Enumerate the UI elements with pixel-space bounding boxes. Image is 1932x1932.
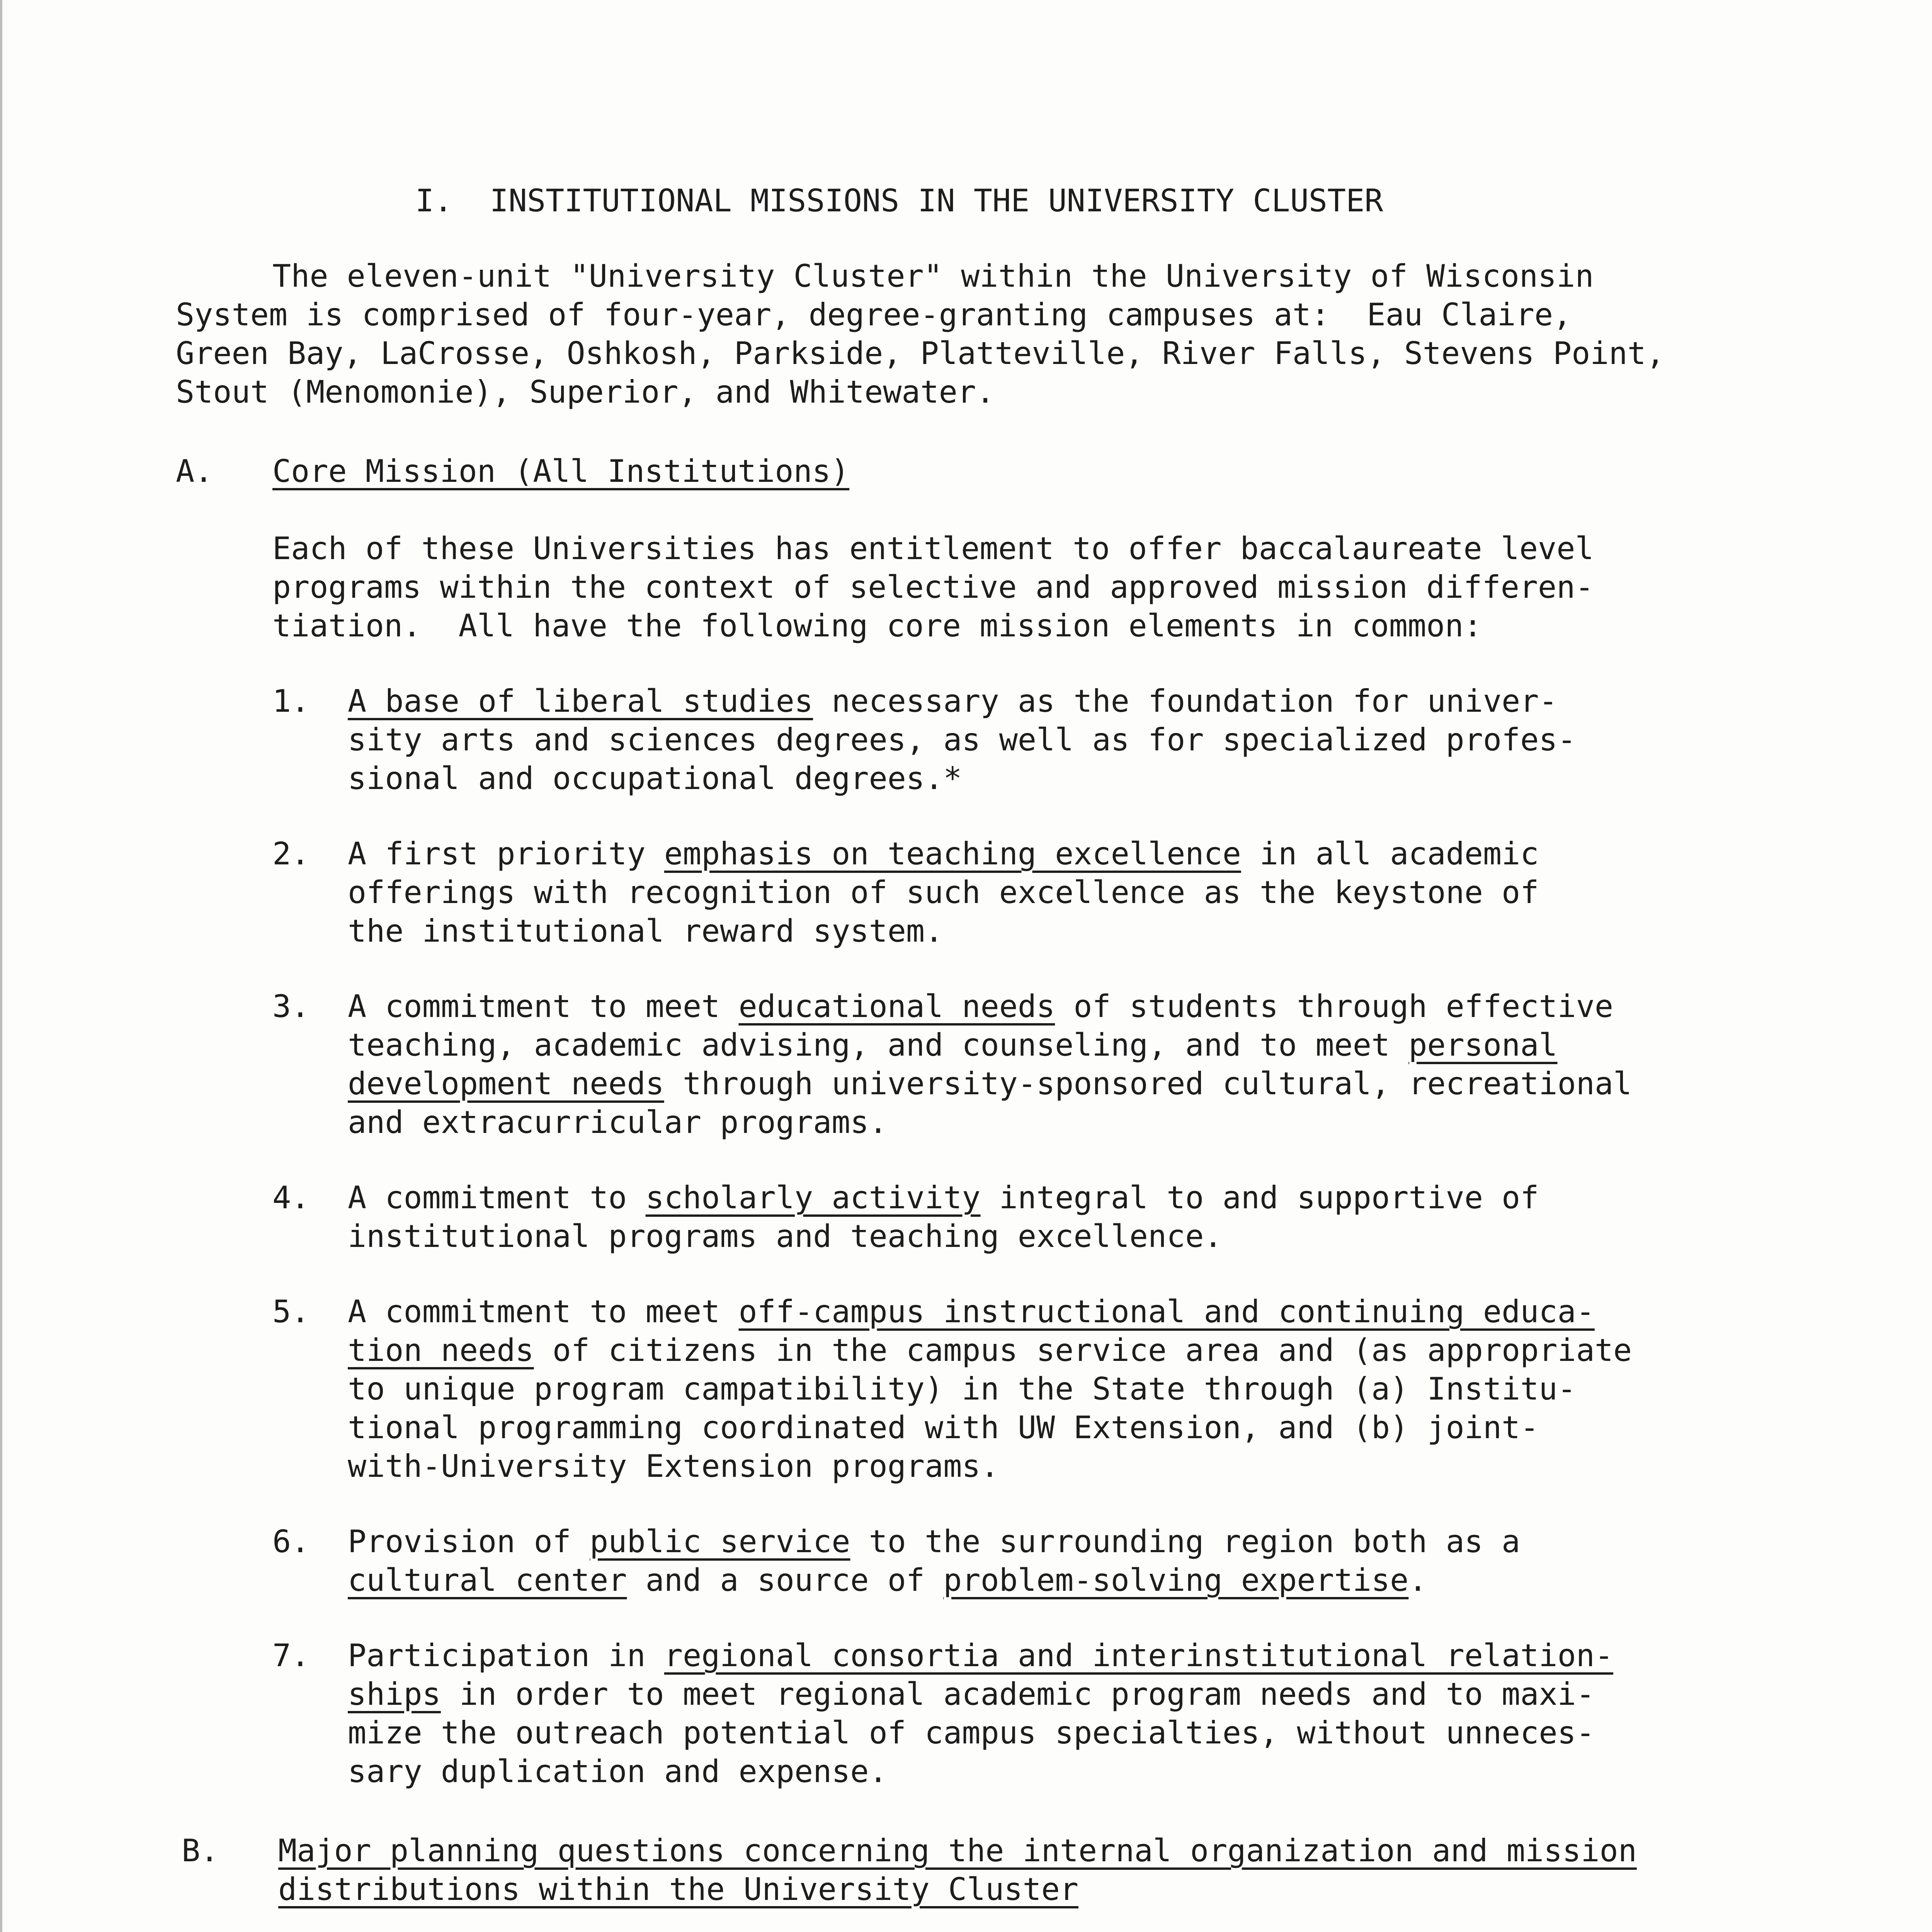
text-run: A first priority [348,836,664,872]
text-run: mize the outreach potential of campus specialties, without unneces- [348,1715,1595,1751]
page-title: I. INSTITUTIONAL MISSIONS IN THE UNIVERSITY CLUSTER [415,183,1383,219]
section-a-heading: Core Mission (All Institutions) [272,453,850,489]
core-mission-item-line [348,1561,1427,1600]
core-mission-item-line [348,1065,1632,1103]
text-run: of citizens in the campus service area and (as appropriate [534,1332,1632,1368]
core-mission-item-line [348,1370,1576,1408]
text-run: A commitment to [348,1180,646,1216]
core-mission-item-line [348,1636,1613,1675]
core-mission-item-number: 1. [272,683,310,719]
text-run: teaching, academic advising, and counseling, and to meet [348,1027,1409,1063]
text-run: sity arts and sciences degrees, as well as for specialized profes- [348,722,1576,758]
underlined-phrase: off-campus instructional and continuing educa- [738,1294,1595,1330]
text-run: offerings with recognition of such excellence as the keystone of [348,874,1539,910]
text-run: with-University Extension programs. [348,1448,999,1484]
core-mission-item-line [348,1714,1595,1752]
text-run: through university-sponsored cultural, recreational [664,1066,1632,1102]
underlined-phrase: educational needs [738,988,1055,1024]
text-run: A commitment to meet [348,1294,739,1330]
core-mission-item-line [348,873,1539,912]
underlined-phrase: regional consortia and interinstitutional relation- [664,1638,1614,1673]
core-mission-item-line [348,912,943,951]
core-mission-item-line [348,721,1576,759]
core-mission-item-line [348,1447,999,1486]
core-mission-item-line [348,987,1613,1026]
text-run: and extracurricular programs. [348,1104,888,1140]
section-a-intro-line: tiation. All have the following core mission elements in common: [272,608,1482,644]
section-a-intro-line: programs within the context of selective and approved mission differen- [272,569,1594,605]
text-run: sary duplication and expense. [348,1753,888,1789]
intro-line: Green Bay, LaCrosse, Oshkosh, Parkside, Platteville, River Falls, Stevens Point, [176,335,1665,371]
core-mission-item-line [348,1675,1595,1714]
text-run: Participation in [348,1638,664,1673]
text-run: A commitment to meet [348,988,739,1024]
section-b-heading-line: distributions within the University Cluster [278,1871,1079,1907]
underlined-phrase: personal [1408,1027,1558,1063]
text-run: sional and occupational degrees.* [348,760,962,796]
core-mission-item-line [348,1408,1539,1447]
intro-line: Stout (Menomonie), Superior, and Whitewater. [176,374,995,410]
core-mission-item-line [348,1103,888,1142]
core-mission-item-number: 3. [272,988,310,1024]
core-mission-item-line [348,1293,1595,1331]
intro-line: The eleven-unit "University Cluster" within the University of Wisconsin [272,258,1594,294]
underlined-phrase: tion needs [348,1332,534,1368]
text-run: of students through effective [1055,988,1614,1024]
core-mission-item-number: 2. [272,836,310,872]
text-run: Provision of [348,1524,590,1560]
core-mission-item-number: 5. [272,1294,310,1330]
text-run: in order to meet regional academic program needs and to maxi- [440,1676,1595,1712]
text-run: necessary as the foundation for univer- [813,683,1558,719]
core-mission-item-number: 6. [272,1524,310,1560]
core-mission-item-line [348,1217,1223,1256]
scan-edge [0,0,2,1932]
core-mission-item-line [348,682,1558,721]
core-mission-item-line [348,835,1539,873]
text-run: in all academic [1241,836,1539,872]
core-mission-item-line [348,1179,1539,1217]
section-a-intro-line: Each of these Universities has entitlement to offer baccalaureate level [272,531,1594,566]
text-run: to the surrounding region both as a [850,1524,1520,1560]
underlined-phrase: emphasis on teaching excellence [664,836,1241,872]
text-run: tional programming coordinated with UW Extension, and (b) joint- [348,1410,1539,1446]
underlined-phrase: cultural center [348,1562,627,1598]
text-run: integral to and supportive of [980,1180,1539,1216]
core-mission-item-number: 7. [272,1638,310,1673]
core-mission-item-line [348,1522,1520,1561]
underlined-phrase: ships [348,1676,441,1712]
section-b-label: B. [182,1833,219,1869]
core-mission-item-line [348,1752,888,1791]
text-run: to unique program campatibility) in the State through (a) Institu- [348,1371,1576,1407]
text-run: and a source of [627,1562,944,1598]
core-mission-item-line [348,759,962,798]
section-b-heading-line: Major planning questions concerning the internal organization and mission [278,1833,1637,1869]
underlined-phrase: A base of liberal studies [348,683,813,719]
core-mission-item-number: 4. [272,1180,310,1216]
text-run: . [1408,1562,1427,1598]
text-run: the institutional reward system. [348,913,944,949]
section-a-label: A. [176,453,213,489]
text-run: institutional programs and teaching excellence. [348,1218,1223,1254]
underlined-phrase: development needs [348,1066,664,1102]
underlined-phrase: scholarly activity [645,1180,981,1216]
core-mission-item-line [348,1026,1558,1065]
underlined-phrase: public service [590,1524,850,1560]
intro-line: System is comprised of four-year, degree-granting campuses at: Eau Claire, [176,297,1572,333]
underlined-phrase: problem-solving expertise [943,1562,1409,1598]
core-mission-item-line [348,1331,1632,1370]
